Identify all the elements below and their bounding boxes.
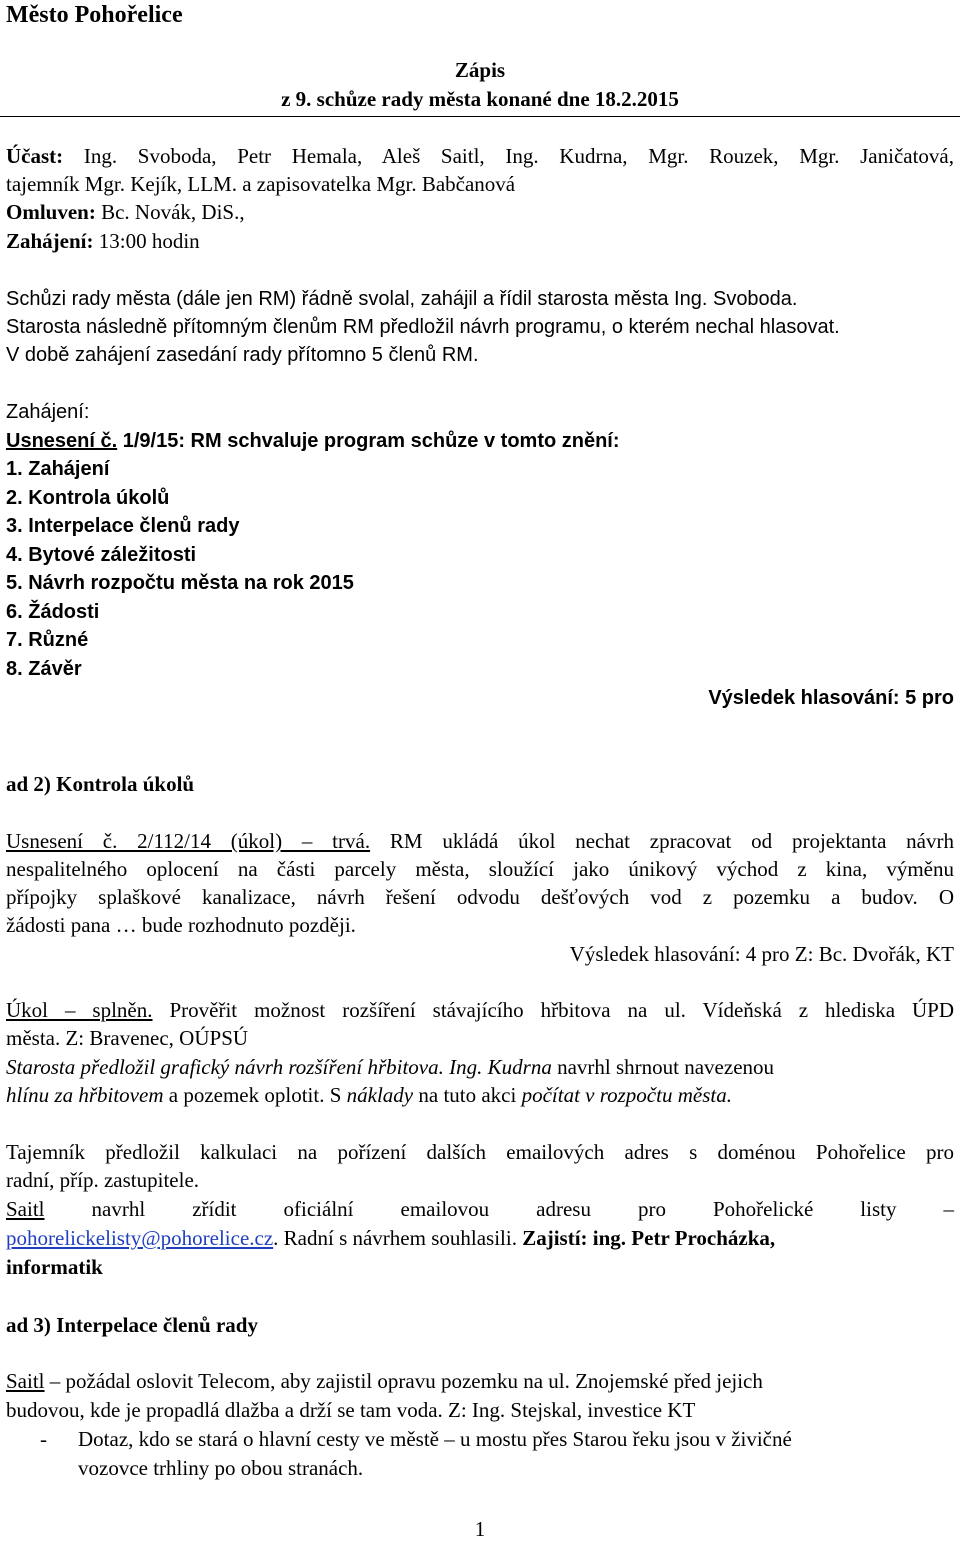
zahajeni-label: Zahájení: — [6, 229, 94, 253]
program-item: 2. Kontrola úkolů — [6, 487, 170, 509]
responsible-person: Zajistí: ing. Petr Procházka, — [522, 1226, 776, 1250]
excused-line — [6, 198, 954, 226]
section-2-res-line-3: přípojky splaškové kanalizace, návrh řešení odvodu dešťových vod z pozemku a budov. O — [6, 885, 954, 909]
ucast-label: Účast: — [6, 144, 64, 168]
line-5-italic-1: hlínu za hřbitovem — [6, 1083, 164, 1107]
bullet-dash: - — [40, 1427, 47, 1451]
attendance-line-1 — [6, 142, 954, 170]
resolution-label: Usnesení č. — [6, 430, 118, 452]
resolution-2-link: Usnesení č. 2/112/14 (úkol) – trvá. — [6, 829, 371, 853]
section-2-res-line-2: nespalitelného oplocení na části parcely města, sloužící jako únikový východ z kina, výměnu — [6, 857, 954, 881]
program-item: 7. Různé — [6, 629, 89, 651]
intro-line-2: Starosta následně přítomným členům RM předložil návrh programu, o kterém nechal hlasovat. — [6, 316, 840, 338]
line-5-text-2: na tuto akci — [413, 1083, 522, 1107]
start-time-line — [6, 227, 954, 255]
ucast-text: Ing. Svoboda, Petr Hemala, Aleš Saitl, Ing. Kudrna, Mgr. Rouzek, Mgr. Janičatová, — [83, 144, 955, 168]
attendance-line-2: tajemník Mgr. Kejík, LLM. a zapisovatelka Mgr. Babčanová — [6, 172, 516, 196]
section-2-res-line-1 — [6, 827, 954, 855]
title-divider — [0, 116, 960, 117]
resolution-text: 1/9/15: RM schvaluje program schůze v tomto znění: — [122, 430, 620, 452]
email-line-1: Tajemník předložil kalkulaci na pořízení dalších emailových adres s doménou Pohořelice pro — [6, 1140, 954, 1164]
intro-line-3: V době zahájení zasedání rady přítomno 5 členů RM. — [6, 344, 479, 366]
program-item: 4. Bytové záležitosti — [6, 544, 197, 566]
kudrna-name: Kudrna — [487, 1055, 552, 1079]
line-5-text-1: a pozemek oplotit. S — [163, 1083, 347, 1107]
omluven-label: Omluven: — [6, 200, 96, 224]
zahajeni-text: 13:00 hodin — [98, 229, 200, 253]
saitl-proposal-text: navrhl zřídit oficiální emailovou adresu pro Pohořelické listy – — [44, 1197, 954, 1221]
saitl-proposal-line — [6, 1195, 954, 1223]
task-line-1 — [6, 996, 954, 1024]
resolution-2-text: RM ukládá úkol nechat zpracovat od projektanta návrh — [370, 829, 954, 853]
section-2-res-line-4: žádosti pana … bude rozhodnuto později. — [6, 913, 356, 937]
section-2-heading: ad 2) Kontrola úkolů — [6, 772, 195, 796]
doc-title: Zápis — [454, 58, 506, 82]
bullet-text-2: vozovce trhliny po obou stranách. — [78, 1456, 364, 1480]
bullet-text-1: Dotaz, kdo se stará o hlavní cesty ve městě – u mostu přes Starou řeku jsou v živičné — [78, 1427, 792, 1451]
city-header: Město Pohořelice — [6, 2, 183, 28]
section-3-text: – požádal oslovit Telecom, aby zajistil opravu pozemku na ul. Znojemské před jejich — [44, 1369, 763, 1393]
saitl-name: Saitl — [6, 1197, 45, 1221]
program-item: 8. Závěr — [6, 658, 82, 680]
line-5-italic-2: náklady — [346, 1083, 414, 1107]
program-heading: Zahájení: — [6, 401, 90, 423]
task-text: Prověřit možnost rozšíření stávajícího hřbitova na ul. Vídeňská z hlediska ÚPD — [152, 998, 955, 1022]
email-line-2: radní, příp. zastupitele. — [6, 1168, 200, 1192]
task-line-2: města. Z: Bravenec, OÚPSÚ — [6, 1026, 249, 1050]
section-3-line-2: budovou, kde je propadlá dlažba a drží se tam voda. Z: Ing. Stejskal, investice KT — [6, 1398, 696, 1422]
task-status: Úkol – splněn. — [6, 998, 153, 1022]
program-item: 3. Interpelace členů rady — [6, 515, 240, 537]
page-number: 1 — [474, 1517, 486, 1541]
mayor-note: Starosta předložil grafický návrh rozšíření hřbitova. Ing. — [6, 1055, 488, 1079]
program-item: 5. Návrh rozpočtu města na rok 2015 — [6, 572, 354, 594]
email-after-text: . Radní s návrhem souhlasili. — [273, 1226, 523, 1250]
section-2-vote-result: Výsledek hlasování: 4 pro Z: Bc. Dvořák, KT — [569, 942, 954, 966]
doc-subtitle: z 9. schůze rady města konané dne 18.2.2015 — [281, 87, 679, 111]
line-5-italic-3: počítat v rozpočtu města. — [521, 1083, 732, 1107]
program-vote-result: Výsledek hlasování: 5 pro — [708, 687, 954, 709]
responsible-role: informatik — [6, 1255, 103, 1279]
intro-line-1: Schůzi rady města (dále jen RM) řádně svolal, zahájil a řídil starosta města Ing. Svoboda. — [6, 288, 798, 310]
program-resolution — [6, 427, 954, 455]
email-link-line — [6, 1224, 954, 1252]
omluven-text: Bc. Novák, DiS., — [101, 200, 245, 224]
email-link[interactable]: pohorelickelisty@pohorelice.cz — [6, 1226, 274, 1250]
saitl-name: Saitl — [6, 1369, 45, 1393]
program-item: 6. Žádosti — [6, 601, 100, 623]
task-line-3 — [6, 1053, 954, 1081]
section-3-line-1 — [6, 1367, 954, 1395]
kudrna-rest: navrhl shrnout navezenou — [551, 1055, 775, 1079]
task-line-4 — [6, 1081, 954, 1109]
section-3-heading: ad 3) Interpelace členů rady — [6, 1313, 258, 1337]
program-item: 1. Zahájení — [6, 458, 110, 480]
